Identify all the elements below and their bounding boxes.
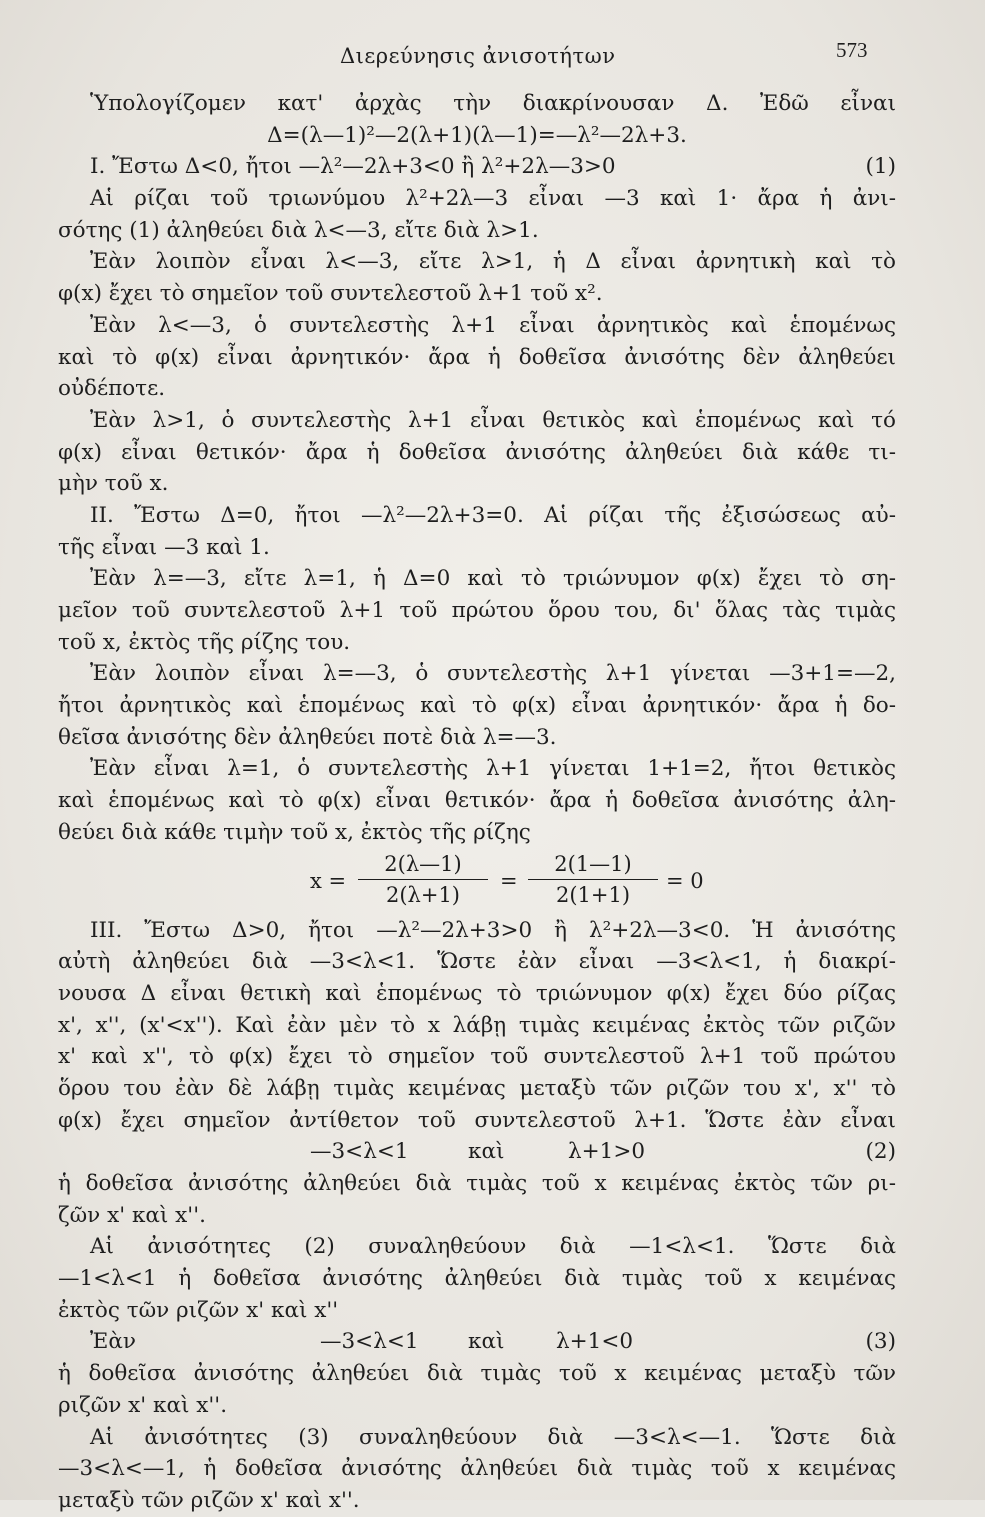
text-line: III. Ἔστω Δ>0, ἤτοι —λ²—2λ+3>0 ἢ λ²+2λ—3<0. Ἡ ἀνισότης xyxy=(90,917,896,943)
fraction-lhs: x = xyxy=(310,868,347,893)
eq3-right: λ+1<0 xyxy=(556,1329,634,1355)
text-line: μεῖον τοῦ συντελεστοῦ λ+1 τοῦ πρώτου ὅρου του, δι' ὅλας τὰς τιμὰς xyxy=(58,598,896,623)
eq3-lead: Ἐὰν xyxy=(90,1329,136,1355)
equation-line: Δ=(λ—1)²—2(λ+1)(λ—1)=—λ²—2λ+3. xyxy=(267,122,687,148)
text-line: σότης (1) ἀληθεύει διὰ λ<—3, εἴτε διὰ λ>1. xyxy=(58,217,539,243)
text-line: Ἐὰν λοιπὸν εἶναι λ<—3, εἴτε λ>1, ἡ Δ εἶναι ἀρνητικὴ καὶ τὸ xyxy=(90,249,896,275)
text-line: καὶ ἑπομένως καὶ τὸ φ(x) εἶναι θετικόν· ἄρα ἡ δοθεῖσα ἀνισότης ἀλη- xyxy=(58,788,896,814)
text-line: Ὑπολογίζομεν κατ' ἀρχὰς τὴν διακρίνουσαν Δ. Ἐδῶ εἶναι xyxy=(90,91,896,116)
page-body xyxy=(58,88,896,1517)
equation-line xyxy=(58,151,896,183)
text-line: Αἱ ρίζαι τοῦ τριωνύμου λ²+2λ—3 εἶναι —3 καὶ 1· ἄρα ἡ ἀνι- xyxy=(90,186,896,212)
fraction-equation xyxy=(58,849,896,915)
text-line: —1<λ<1 ἡ δοθεῖσα ἀνισότης ἀληθεύει διὰ τιμὰς τοῦ x κειμένας xyxy=(58,1266,896,1292)
eq2-connector: καὶ xyxy=(468,1139,505,1165)
text-line: Αἱ ἀνισότητες (2) συναληθεύουν διὰ —1<λ<1. Ὥστε διὰ xyxy=(90,1234,896,1260)
text-line: αὐτὴ ἀληθεύει διὰ —3<λ<1. Ὥστε ἐὰν εἶναι —3<λ<1, ἡ διακρί- xyxy=(58,949,896,975)
fraction-1-denominator: 2(λ+1) xyxy=(385,882,460,907)
page-header xyxy=(0,38,985,78)
text-line: θεῖσα ἀνισότης δὲν ἀληθεύει ποτὲ διὰ λ=—3. xyxy=(58,724,557,750)
equation-number: (2) xyxy=(865,1139,896,1165)
text-line: x' καὶ x'', τὸ φ(x) ἔχει τὸ σημεῖον τοῦ συντελεστοῦ λ+1 τοῦ πρώτου xyxy=(58,1044,896,1070)
fraction-result: = 0 xyxy=(666,868,704,893)
fraction-1-numerator: 2(λ—1) xyxy=(358,849,488,880)
fraction-1 xyxy=(358,849,488,910)
text-line: νουσα Δ εἶναι θετικὴ καὶ ἑπομένως τὸ τριώνυμον φ(x) ἔχει δύο ρίζας xyxy=(58,980,896,1006)
eq3-connector: καὶ xyxy=(468,1329,505,1355)
text-line: —3<λ<—1, ἡ δοθεῖσα ἀνισότης ἀληθεύει διὰ τιμὰς τοῦ x κειμένας xyxy=(58,1456,896,1482)
text-line: καὶ τὸ φ(x) εἶναι ἀρνητικόν· ἄρα ἡ δοθεῖσα ἀνισότης δὲν ἀληθεύει xyxy=(58,344,896,370)
text-fragment: I. Ἔστω Δ<0, ἤτοι —λ²—2λ+3<0 ἢ λ²+2λ—3>0 xyxy=(90,154,616,180)
text-line: Αἱ ἀνισότητες (3) συναληθεύουν διὰ —3<λ<—1. Ὥστε διὰ xyxy=(90,1424,896,1450)
text-line: Ἐὰν λοιπὸν εἶναι λ=—3, ὁ συντελεστὴς λ+1 γίνεται —3+1=—2, xyxy=(90,661,896,687)
text-line: ἡ δοθεῖσα ἀνισότης ἀληθεύει διὰ τιμὰς τοῦ x κειμένας μεταξὺ τῶν xyxy=(58,1361,896,1387)
text-line: Ἐὰν εἶναι λ=1, ὁ συντελεστὴς λ+1 γίνεται 1+1=2, ἤτοι θετικὸς xyxy=(90,756,896,782)
text-line: φ(x) ἔχει σημεῖον ἀντίθετον τοῦ συντελεστοῦ λ+1. Ὥστε ἐὰν εἶναι xyxy=(58,1107,896,1133)
text-line: Ἐὰν λ=—3, εἴτε λ=1, ἡ Δ=0 καὶ τὸ τριώνυμον φ(x) ἔχει τὸ ση- xyxy=(90,566,896,592)
eq2-left: —3<λ<1 xyxy=(310,1139,409,1165)
text-line: II. Ἔστω Δ=0, ἤτοι —λ²—2λ+3=0. Αἱ ρίζαι τῆς ἐξισώσεως αὐ- xyxy=(90,502,896,528)
fraction-2 xyxy=(528,849,658,910)
equation-number: (3) xyxy=(865,1329,896,1355)
fraction-2-numerator: 2(1—1) xyxy=(528,849,658,880)
eq2-right: λ+1>0 xyxy=(568,1139,646,1165)
text-line: ζῶν x' καὶ x''. xyxy=(58,1202,206,1228)
text-line: Ἐὰν λ<—3, ὁ συντελεστὴς λ+1 εἶναι ἀρνητικὸς καὶ ἑπομένως xyxy=(90,312,896,338)
equals-sign: = xyxy=(500,868,518,893)
text-line: ἐκτὸς τῶν ριζῶν x' καὶ x'' xyxy=(58,1297,339,1323)
text-line: ὅρου του ἐὰν δὲ λάβῃ τιμὰς κειμένας μεταξὺ τῶν ριζῶν του x', x'' τὸ xyxy=(58,1075,896,1101)
equation-number: (1) xyxy=(865,154,896,180)
equation-line-3 xyxy=(58,1326,896,1358)
text-line: θεύει διὰ κάθε τιμὴν τοῦ x, ἐκτὸς τῆς ρίζης xyxy=(58,819,531,845)
running-title: Διερεύνησις ἀνισοτήτων xyxy=(340,44,616,68)
text-line: φ(x) ἔχει τὸ σημεῖον τοῦ συντελεστοῦ λ+1 τοῦ x². xyxy=(58,281,603,307)
text-line: τοῦ x, ἐκτὸς τῆς ρίζης του. xyxy=(58,629,351,655)
fraction-2-denominator: 2(1+1) xyxy=(555,882,631,907)
text-line: οὐδέποτε. xyxy=(58,376,166,402)
text-line: Ἐὰν λ>1, ὁ συντελεστὴς λ+1 εἶναι θετικὸς καὶ ἑπομένως καὶ τό xyxy=(90,407,896,433)
text-line: ἡ δοθεῖσα ἀνισότης ἀληθεύει διὰ τιμὰς τοῦ x κειμένας ἐκτὸς τῶν ρι- xyxy=(58,1171,896,1196)
text-line: x', x'', (x'<x''). Καὶ ἐὰν μὲν τὸ x λάβῃ τιμὰς κειμένας ἐκτὸς τῶν ριζῶν xyxy=(58,1012,896,1038)
page-number: 573 xyxy=(836,38,868,62)
text-line: φ(x) εἶναι θετικόν· ἄρα ἡ δοθεῖσα ἀνισότης ἀληθεύει διὰ κάθε τι- xyxy=(58,439,896,465)
text-line: μεταξὺ τῶν ριζῶν x' καὶ x''. xyxy=(58,1487,360,1513)
equation-line-2 xyxy=(58,1136,896,1168)
text-line: ριζῶν x' καὶ x''. xyxy=(58,1392,228,1418)
text-line: ἤτοι ἀρνητικὸς καὶ ἑπομένως καὶ τὸ φ(x) εἶναι ἀρνητικόν· ἄρα ἡ δο- xyxy=(58,693,896,719)
text-line: τῆς εἶναι —3 καὶ 1. xyxy=(58,534,270,560)
text-line: μὴν τοῦ x. xyxy=(58,471,169,497)
eq3-left: —3<λ<1 xyxy=(320,1329,419,1355)
